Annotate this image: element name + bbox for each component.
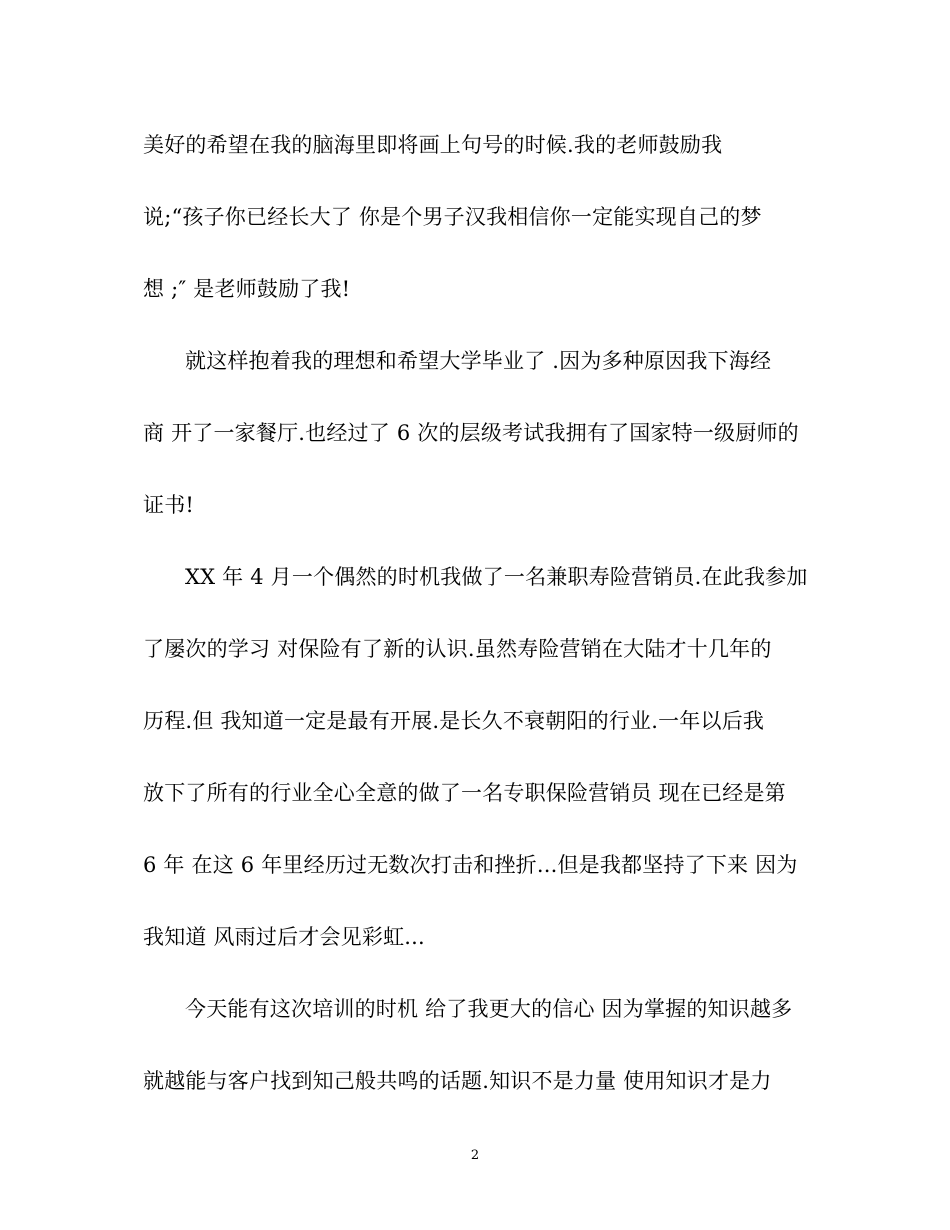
text-line: 美好的希望在我的脑海里即将画上句号的时候.我的老师鼓励我 (143, 133, 723, 157)
text-line: 想 ;″ 是老师鼓励了我! (143, 277, 351, 301)
page-number: 2 (470, 1148, 480, 1163)
text-line: 证书! (143, 493, 195, 517)
text-line: 说;“孩子你已经长大了 你是个男子汉我相信你一定能实现自己的梦 (143, 205, 762, 229)
paragraph-start-line: XX 年 4 月一个偶然的时机我做了一名兼职寿险营销员.在此我参加 (185, 565, 808, 589)
paragraph-start-line: 今天能有这次培训的时机 给了我更大的信心 因为掌握的知识越多 (185, 997, 793, 1021)
text-line: 了屡次的学习 对保险有了新的认识.虽然寿险营销在大陆才十几年的 (143, 637, 772, 661)
text-line: 就越能与客户找到知己般共鸣的话题.知识不是力量 使用知识才是力 (143, 1069, 772, 1093)
paragraph-start-line: 就这样抱着我的理想和希望大学毕业了 .因为多种原因我下海经 (185, 349, 772, 373)
text-line: 我知道 风雨过后才会见彩虹... (143, 925, 425, 949)
text-line: 放下了所有的行业全心全意的做了一名专职保险营销员 现在已经是第 (143, 781, 786, 805)
text-line: 历程.但 我知道一定是最有开展.是长久不衰朝阳的行业.一年以后我 (143, 709, 765, 733)
text-line: 6 年 在这 6 年里经历过无数次打击和挫折...但是我都坚持了下来 因为 (143, 853, 798, 877)
text-line: 商 开了一家餐厅.也经过了 6 次的层级考试我拥有了国家特一级厨师的 (143, 421, 799, 445)
